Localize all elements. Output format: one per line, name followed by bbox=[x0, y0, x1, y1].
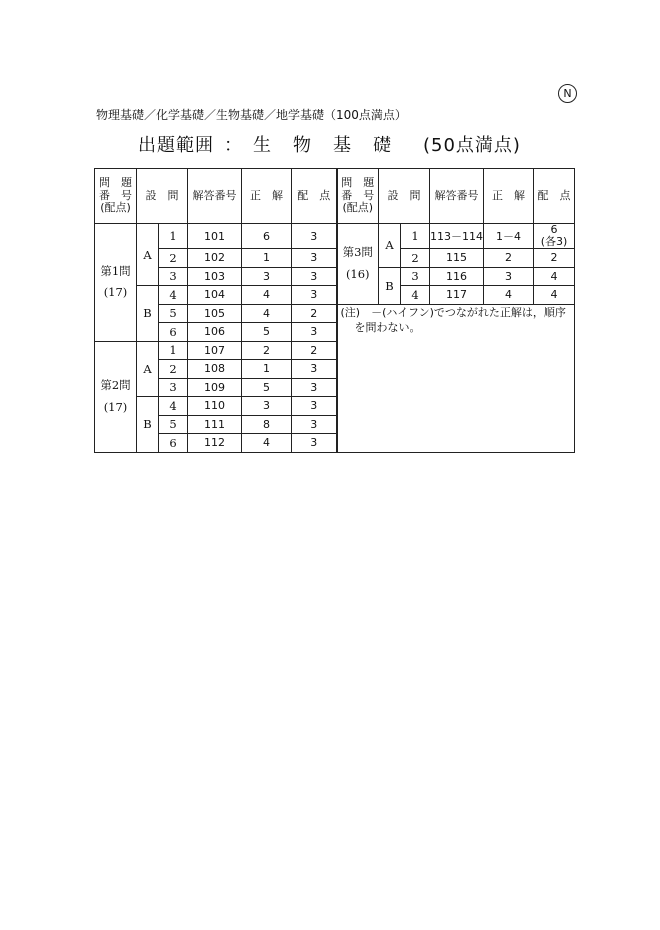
header-kaitou-bangou: 解答番号 bbox=[188, 169, 242, 224]
q1-a-code1: 101 bbox=[188, 224, 242, 249]
q3-b-n3: 3 bbox=[401, 267, 430, 286]
q2-b-n4: 4 bbox=[159, 397, 188, 416]
q3-a-code2: 115 bbox=[430, 249, 484, 268]
title-subject: 生物基礎 bbox=[253, 135, 413, 156]
q3-a-ans2: 2 bbox=[484, 249, 534, 268]
page-title bbox=[138, 131, 521, 157]
table-row bbox=[95, 249, 575, 268]
q3-label: 第3問 bbox=[342, 245, 373, 259]
answer-table bbox=[94, 168, 575, 453]
n-mark-icon: N bbox=[558, 84, 577, 103]
q1-a-n1: 1 bbox=[159, 224, 188, 249]
header-mondai: 問 題 番 号 (配点) bbox=[95, 169, 137, 224]
table-row bbox=[95, 304, 575, 323]
q1-section-a: A bbox=[137, 224, 159, 286]
q3-section-b: B bbox=[379, 267, 401, 304]
q1-b-pts4: 3 bbox=[292, 286, 337, 305]
q3-b-code3: 116 bbox=[430, 267, 484, 286]
q1-a-n3: 3 bbox=[159, 267, 188, 286]
q2-b-pts6: 3 bbox=[292, 434, 337, 453]
q1-a-n2: 2 bbox=[159, 249, 188, 268]
q3-b-code4: 117 bbox=[430, 286, 484, 305]
header-haiten-right: 配 点 bbox=[534, 169, 575, 224]
q3-a-pts2: 2 bbox=[534, 249, 575, 268]
q2-label-cell bbox=[95, 341, 137, 452]
title-colon: ： bbox=[224, 135, 243, 156]
q2-points: (17) bbox=[103, 399, 128, 414]
q1-a-code2: 102 bbox=[188, 249, 242, 268]
q1-section-b: B bbox=[137, 286, 159, 342]
q3-section-a: A bbox=[379, 224, 401, 268]
q2-section-b: B bbox=[137, 397, 159, 453]
q1-b-n4: 4 bbox=[159, 286, 188, 305]
title-prefix: 出題範囲 bbox=[138, 135, 214, 156]
q1-a-ans3: 3 bbox=[242, 267, 292, 286]
q3-b-pts4: 4 bbox=[534, 286, 575, 305]
q2-b-code6: 112 bbox=[188, 434, 242, 453]
q1-a-pts3: 3 bbox=[292, 267, 337, 286]
q1-b-n5: 5 bbox=[159, 304, 188, 323]
q3-b-ans4: 4 bbox=[484, 286, 534, 305]
q1-points: (17) bbox=[103, 285, 128, 300]
q3-b-n4: 4 bbox=[401, 286, 430, 305]
q3-a-n1: 1 bbox=[401, 224, 430, 249]
q3-a-code1: 113－114 bbox=[430, 224, 484, 249]
q1-a-ans2: 1 bbox=[242, 249, 292, 268]
q1-label-cell bbox=[95, 224, 137, 342]
header-setsumon: 設 問 bbox=[137, 169, 188, 224]
q1-a-pts1: 3 bbox=[292, 224, 337, 249]
q2-b-ans6: 4 bbox=[242, 434, 292, 453]
q1-b-n6: 6 bbox=[159, 323, 188, 342]
q1-a-code3: 103 bbox=[188, 267, 242, 286]
header-row bbox=[95, 169, 575, 224]
q2-a-n1: 1 bbox=[159, 341, 188, 360]
table-row bbox=[95, 267, 575, 286]
q1-label: 第1問 bbox=[100, 263, 131, 278]
q2-b-n5: 5 bbox=[159, 415, 188, 434]
q1-b-ans6: 5 bbox=[242, 323, 292, 342]
title-points: (50点満点) bbox=[423, 135, 521, 156]
note-line-2: を問わない。 bbox=[354, 320, 421, 334]
q2-a-pts2: 3 bbox=[292, 360, 337, 379]
q1-b-code4: 104 bbox=[188, 286, 242, 305]
q1-b-pts6: 3 bbox=[292, 323, 337, 342]
note-cell bbox=[337, 304, 575, 452]
q2-b-pts5: 3 bbox=[292, 415, 337, 434]
q3-a-pts1: 6 (各3) bbox=[534, 224, 575, 249]
q2-a-pts1: 2 bbox=[292, 341, 337, 360]
header-seikai-right: 正 解 bbox=[484, 169, 534, 224]
q2-a-n3: 3 bbox=[159, 378, 188, 397]
header-kaitou-bangou-right: 解答番号 bbox=[430, 169, 484, 224]
q3-label-cell bbox=[337, 224, 379, 305]
q2-a-code2: 108 bbox=[188, 360, 242, 379]
table-row bbox=[95, 224, 575, 249]
subjects-line: 物理基礎／化学基礎／生物基礎／地学基礎（100点満点） bbox=[96, 108, 407, 122]
q2-label: 第2問 bbox=[100, 377, 131, 392]
q2-a-ans1: 2 bbox=[242, 341, 292, 360]
q3-a-n2: 2 bbox=[401, 249, 430, 268]
q2-b-n6: 6 bbox=[159, 434, 188, 453]
q1-a-ans1: 6 bbox=[242, 224, 292, 249]
q1-b-code6: 106 bbox=[188, 323, 242, 342]
q2-a-n2: 2 bbox=[159, 360, 188, 379]
q1-b-pts5: 2 bbox=[292, 304, 337, 323]
q2-b-ans5: 8 bbox=[242, 415, 292, 434]
q2-b-code4: 110 bbox=[188, 397, 242, 416]
q2-b-ans4: 3 bbox=[242, 397, 292, 416]
header-setsumon-right: 設 問 bbox=[379, 169, 430, 224]
table-row bbox=[95, 286, 575, 305]
q3-b-pts3: 4 bbox=[534, 267, 575, 286]
q2-b-pts4: 3 bbox=[292, 397, 337, 416]
q2-a-pts3: 3 bbox=[292, 378, 337, 397]
header-haiten: 配 点 bbox=[292, 169, 337, 224]
q2-a-code1: 107 bbox=[188, 341, 242, 360]
q2-a-ans2: 1 bbox=[242, 360, 292, 379]
q3-points: (16) bbox=[345, 266, 370, 281]
q3-a-ans1: 1－4 bbox=[484, 224, 534, 249]
q1-b-ans4: 4 bbox=[242, 286, 292, 305]
q2-b-code5: 111 bbox=[188, 415, 242, 434]
header-seikai: 正 解 bbox=[242, 169, 292, 224]
note-line-1: (注) －(ハイフン)でつながれた正解は，順序 bbox=[340, 305, 566, 319]
q3-b-ans3: 3 bbox=[484, 267, 534, 286]
header-mondai-right: 問 題 番 号 (配点) bbox=[337, 169, 379, 224]
q1-b-ans5: 4 bbox=[242, 304, 292, 323]
q1-b-code5: 105 bbox=[188, 304, 242, 323]
q2-a-ans3: 5 bbox=[242, 378, 292, 397]
q2-a-code3: 109 bbox=[188, 378, 242, 397]
q1-a-pts2: 3 bbox=[292, 249, 337, 268]
q2-section-a: A bbox=[137, 341, 159, 397]
